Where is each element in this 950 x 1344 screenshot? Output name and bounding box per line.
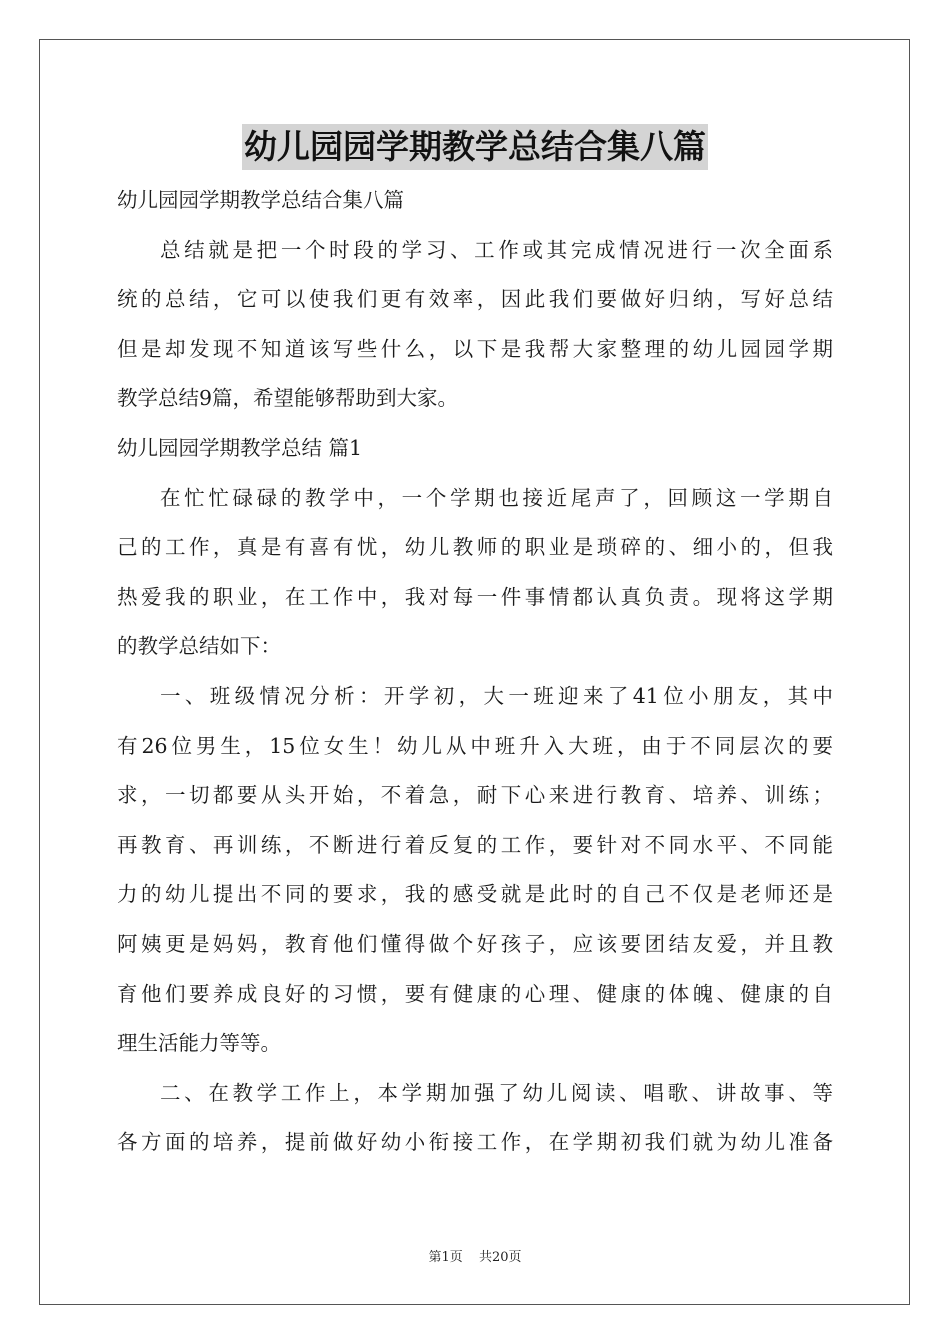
paragraph-line: 的教学总结如下：	[117, 634, 281, 659]
page-footer	[0, 1246, 950, 1265]
paragraph-line: 理生活能力等等。	[117, 1031, 281, 1056]
paragraph-line: 在忙忙碌碌的教学中，一个学期也接近尾声了，回顾这一学期自	[160, 485, 833, 510]
paragraph-line: 力的幼儿提出不同的要求，我的感受就是此时的自己不仅是老师还是	[117, 882, 833, 907]
paragraph-line: 再教育、再训练，不断进行着反复的工作，要针对不同水平、不同能	[117, 832, 833, 857]
paragraph-line: 热爱我的职业，在工作中，我对每一件事情都认真负责。现将这学期	[117, 584, 833, 609]
paragraph-line: 但是却发现不知道该写些什么，以下是我帮大家整理的幼儿园园学期	[117, 336, 833, 361]
paragraph-line: 统的总结，它可以使我们更有效率，因此我们要做好归纳，写好总结	[117, 287, 833, 312]
paragraph-line: 二、在教学工作上，本学期加强了幼儿阅读、唱歌、讲故事、等	[160, 1080, 833, 1105]
document-body	[117, 176, 833, 1168]
section-heading: 幼儿园园学期教学总结合集八篇	[117, 188, 404, 212]
section-heading: 幼儿园园学期教学总结 篇1	[117, 435, 363, 460]
title-container	[0, 124, 950, 170]
page-total: 共20页	[478, 1250, 522, 1265]
paragraph-line: 育他们要养成良好的习惯，要有健康的心理、健康的体魄、健康的自	[117, 981, 833, 1006]
paragraph-line: 阿姨更是妈妈，教育他们懂得做个好孩子，应该要团结友爱，并且教	[117, 931, 833, 956]
paragraph-line: 总结就是把一个时段的学习、工作或其完成情况进行一次全面系	[160, 237, 833, 262]
paragraph-line: 有26位男生，15位女生！幼儿从中班升入大班，由于不同层次的要	[117, 733, 833, 758]
paragraph-line: 己的工作，真是有喜有忧，幼儿教师的职业是琐碎的、细小的，但我	[117, 535, 833, 560]
page-number: 第1页	[428, 1250, 463, 1265]
paragraph-line: 各方面的培养，提前做好幼小衔接工作，在学期初我们就为幼儿准备	[117, 1130, 833, 1155]
paragraph-line: 求，一切都要从头开始，不着急，耐下心来进行教育、培养、训练；	[117, 783, 833, 808]
paragraph-line: 一、班级情况分析：开学初，大一班迎来了41位小朋友，其中	[160, 683, 833, 708]
document-title: 幼儿园园学期教学总结合集八篇	[242, 124, 708, 170]
paragraph-line: 教学总结9篇，希望能够帮助到大家。	[117, 386, 459, 411]
